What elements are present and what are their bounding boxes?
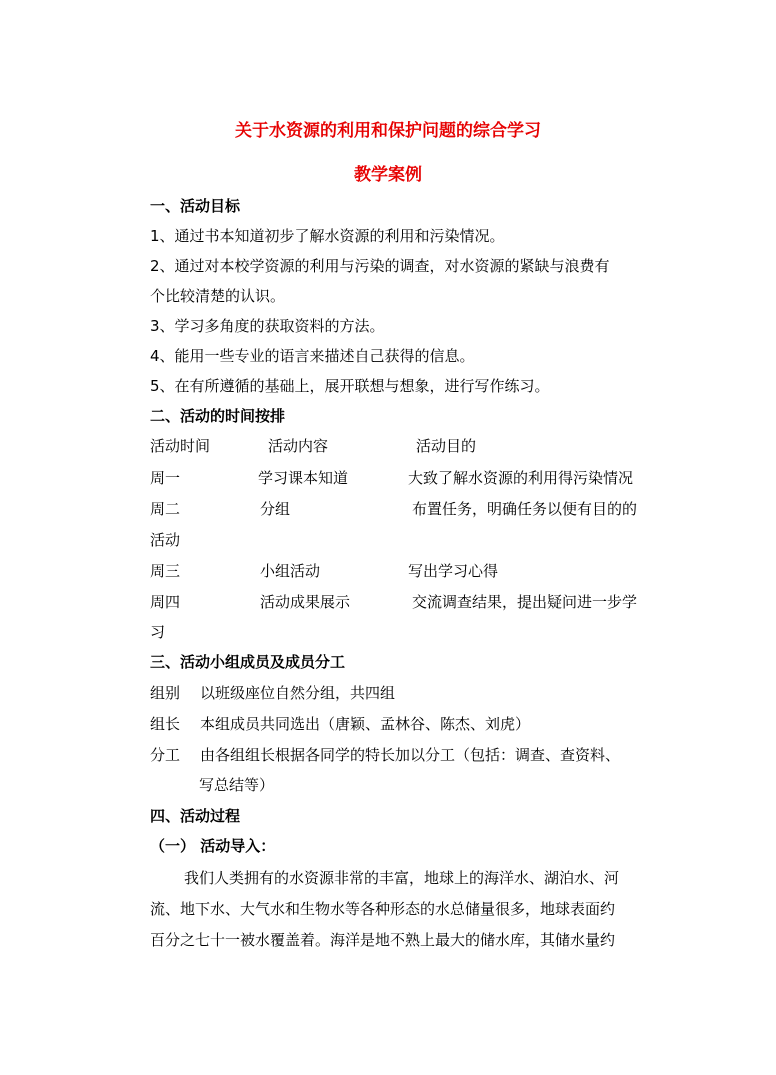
schedule-header-purpose: 活动目的 <box>416 437 477 455</box>
goal-item: 3、学习多角度的获取资料的方法。 <box>150 317 385 335</box>
schedule-header-time: 活动时间 <box>150 437 211 455</box>
schedule-purpose-wrap: 活动 <box>150 531 181 549</box>
paragraph-line: 百分之七十一被水覆盖着。海洋是地不熟上最大的储水库，其储水量约 <box>150 931 616 949</box>
document-subtitle: 教学案例 <box>354 165 422 185</box>
schedule-day: 周四 <box>150 593 181 611</box>
schedule-header-content: 活动内容 <box>268 437 329 455</box>
section-heading-members: 三、活动小组成员及成员分工 <box>150 653 346 671</box>
schedule-purpose: 大致了解水资源的利用得污染情况 <box>408 469 634 487</box>
goal-item: 1、通过书本知道初步了解水资源的利用和污染情况。 <box>150 227 505 245</box>
section-heading-goals: 一、活动目标 <box>150 197 241 215</box>
schedule-purpose: 交流调查结果，提出疑问进一步学 <box>412 593 638 611</box>
schedule-day: 周一 <box>150 469 181 487</box>
member-text: 由各组组长根据各同学的特长加以分工（包括：调查、查资料、 <box>200 746 621 764</box>
section-heading-process: 四、活动过程 <box>150 807 241 825</box>
schedule-content: 学习课本知道 <box>258 469 349 487</box>
schedule-day: 周三 <box>150 562 181 580</box>
schedule-content: 分组 <box>260 500 291 518</box>
document-title: 关于水资源的利用和保护问题的综合学习 <box>235 121 541 141</box>
goal-item: 4、能用一些专业的语言来描述自己获得的信息。 <box>150 347 475 365</box>
section-heading-schedule: 二、活动的时间按排 <box>150 407 286 425</box>
member-text: 以班级座位自然分组，共四组 <box>200 684 396 702</box>
paragraph-line: 我们人类拥有的水资源非常的丰富，地球上的海洋水、湖泊水、河 <box>184 869 620 887</box>
goal-item: 5、在有所遵循的基础上，展开联想与想象，进行写作练习。 <box>150 377 550 395</box>
member-label: 组长 <box>150 715 181 733</box>
schedule-purpose-wrap: 习 <box>150 623 166 641</box>
schedule-purpose: 布置任务，明确任务以便有目的的 <box>412 500 638 518</box>
goal-item: 2、通过对本校学资源的利用与污染的调查，对水资源的紧缺与浪费有 <box>150 257 610 275</box>
subsection-heading-intro: （一） 活动导入： <box>150 837 276 855</box>
schedule-day: 周二 <box>150 500 181 518</box>
member-label: 组别 <box>150 684 181 702</box>
goal-item-continued: 个比较清楚的认识。 <box>150 287 286 305</box>
member-label: 分工 <box>150 746 181 764</box>
schedule-content: 小组活动 <box>260 562 321 580</box>
paragraph-line: 流、地下水、大气水和生物水等各种形态的水总储量很多，地球表面约 <box>150 900 616 918</box>
schedule-content: 活动成果展示 <box>260 593 351 611</box>
member-text-continued: 写总结等） <box>199 776 275 794</box>
schedule-purpose: 写出学习心得 <box>408 562 499 580</box>
member-text: 本组成员共同选出（唐颖、孟林谷、陈杰、刘虎） <box>200 715 531 733</box>
